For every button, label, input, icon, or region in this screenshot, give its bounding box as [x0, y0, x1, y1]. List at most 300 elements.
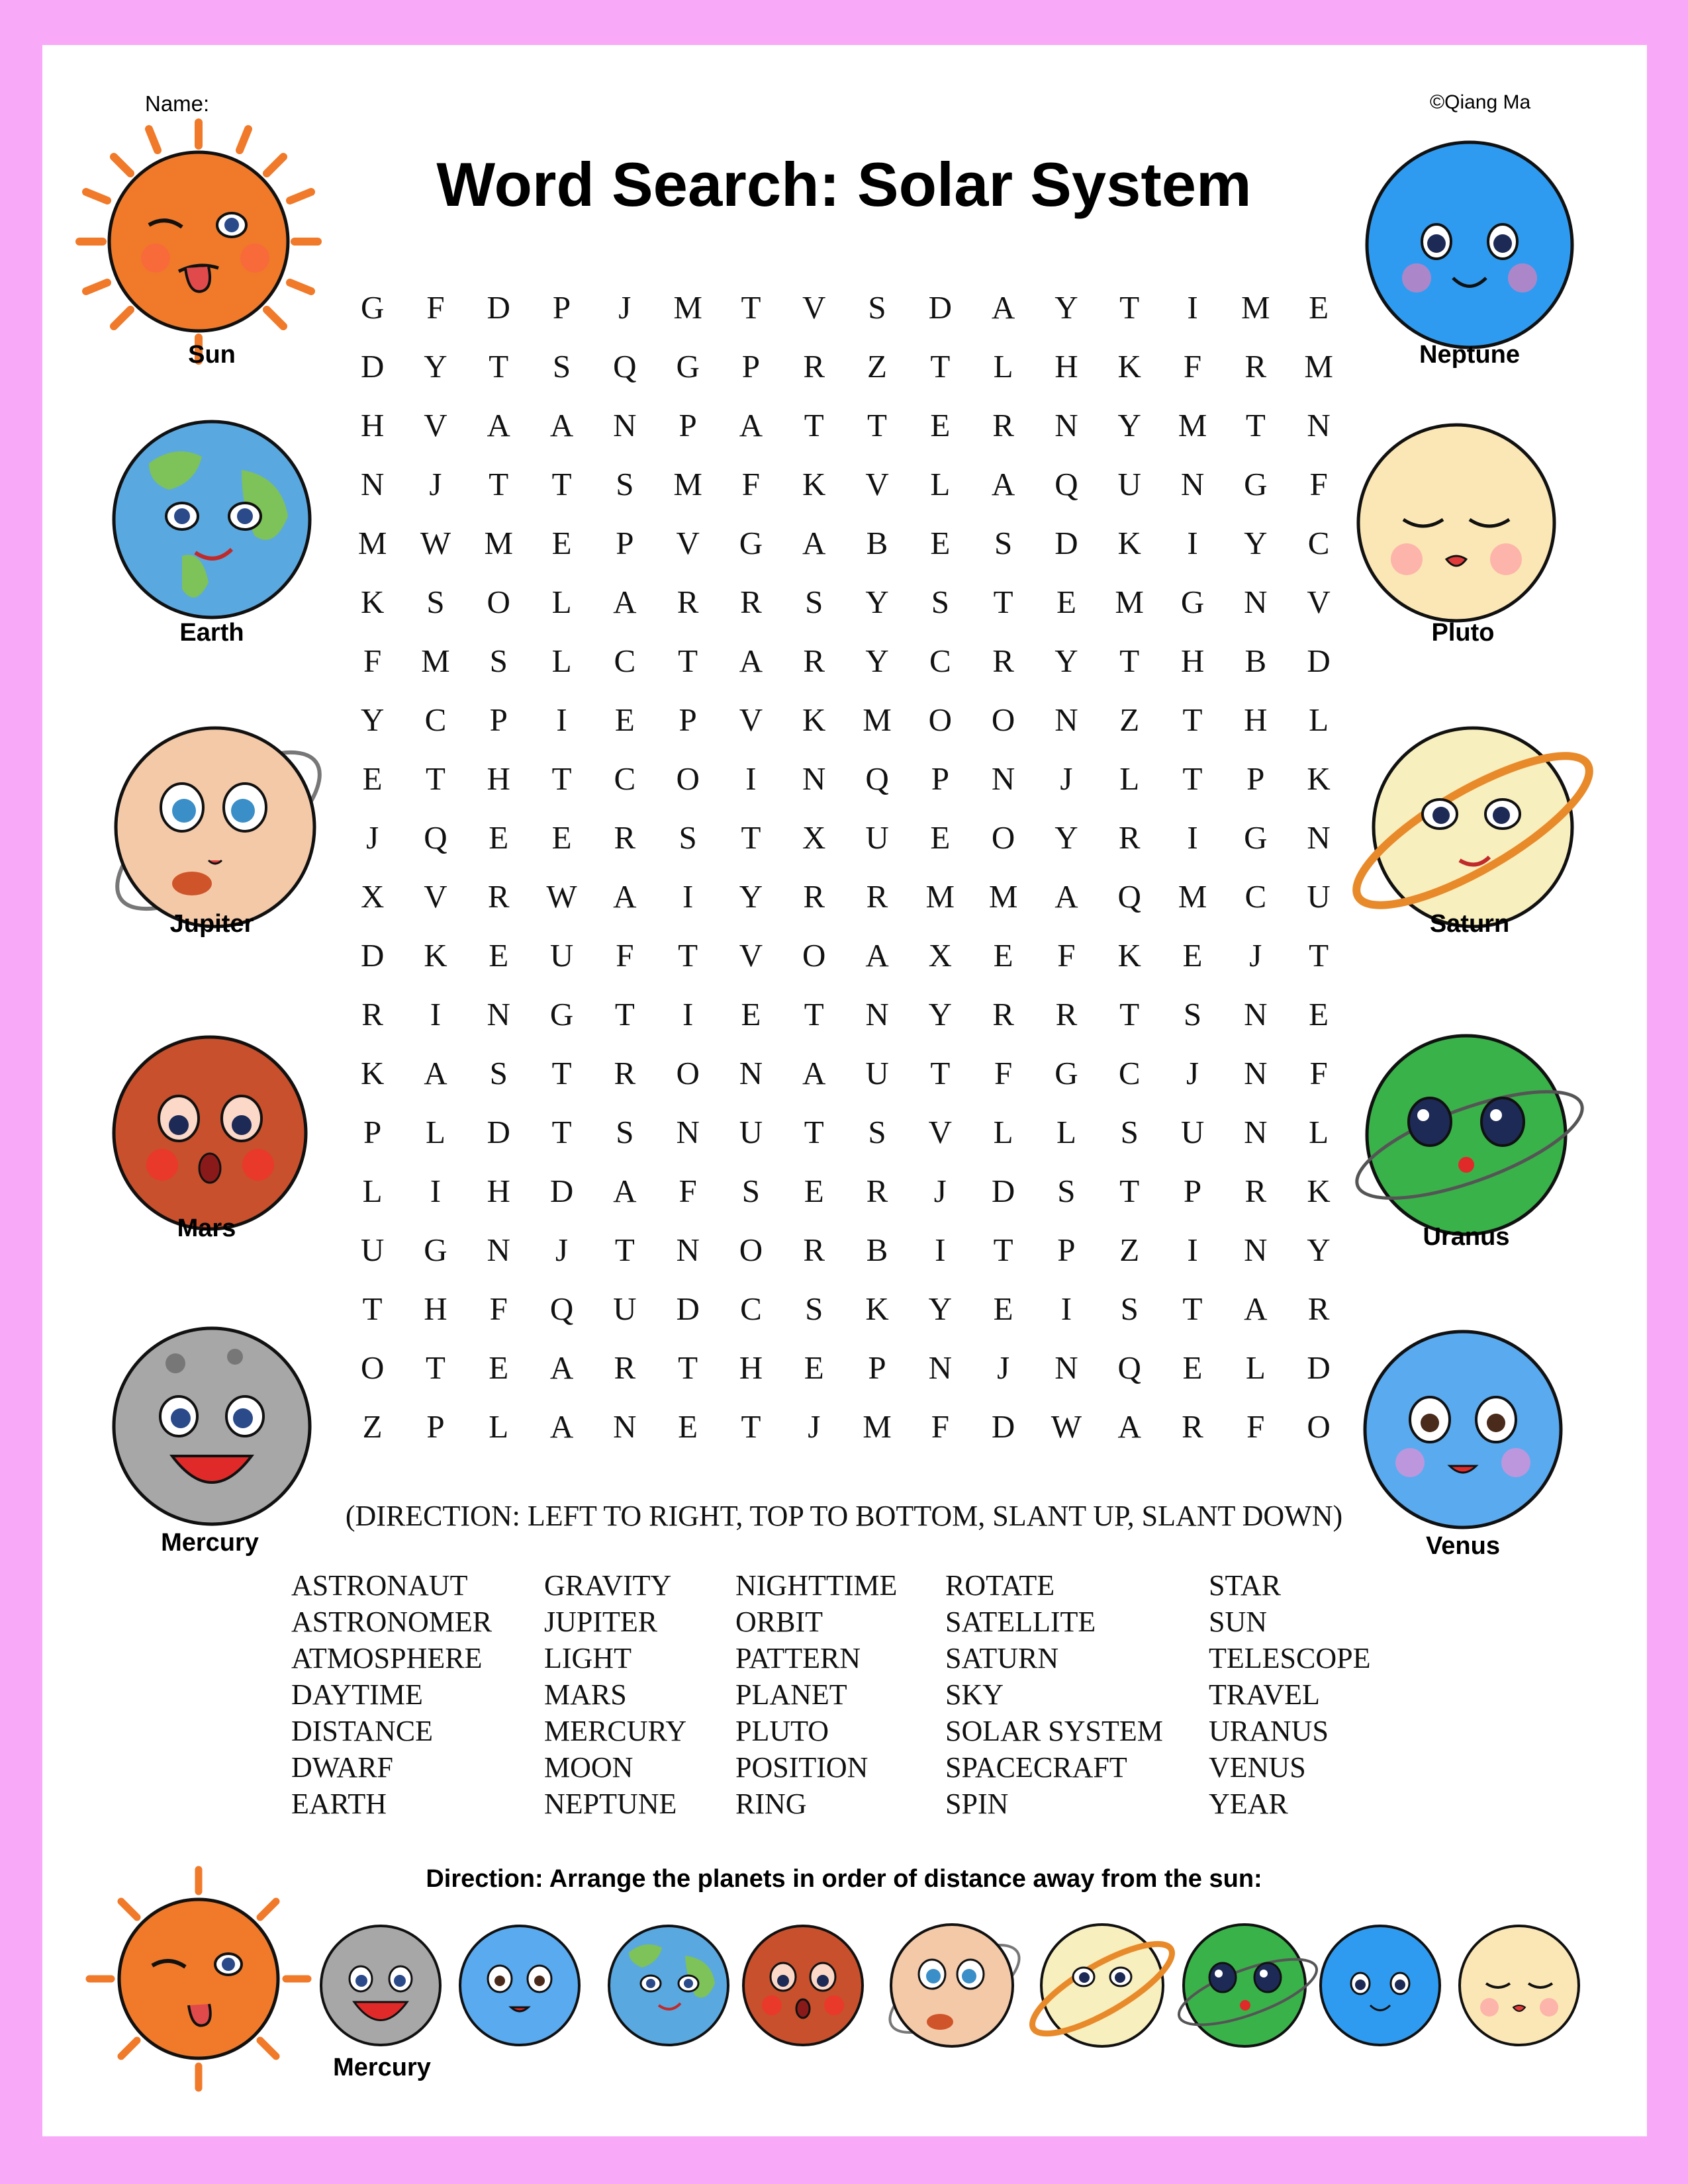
grid-letter[interactable]: Y	[739, 878, 763, 915]
grid-letter[interactable]: R	[1244, 348, 1267, 385]
grid-letter[interactable]: Q	[1117, 1349, 1141, 1386]
grid-letter[interactable]: T	[1245, 407, 1266, 443]
grid-letter[interactable]: E	[930, 407, 951, 443]
grid-letter[interactable]: J	[1186, 1055, 1199, 1091]
grid-letter[interactable]: Y	[1055, 819, 1078, 856]
grid-letter[interactable]: H	[487, 1173, 510, 1209]
grid-letter[interactable]: F	[1309, 1055, 1328, 1091]
grid-letter[interactable]: T	[362, 1291, 383, 1327]
grid-letter[interactable]: L	[489, 1408, 509, 1445]
grid-letter[interactable]: M	[1304, 348, 1333, 385]
grid-letter[interactable]: A	[991, 289, 1015, 326]
grid-letter[interactable]: D	[549, 1173, 574, 1209]
grid-letter[interactable]: T	[614, 996, 635, 1032]
grid-letter[interactable]: A	[1055, 878, 1078, 915]
grid-letter[interactable]: E	[741, 996, 761, 1032]
grid-letter[interactable]: D	[1055, 525, 1078, 561]
grid-letter[interactable]: D	[928, 289, 953, 326]
grid-letter[interactable]: Y	[928, 996, 953, 1032]
grid-letter[interactable]: H	[424, 1291, 447, 1327]
grid-letter[interactable]: N	[1307, 819, 1331, 856]
grid-letter[interactable]: F	[1309, 466, 1328, 502]
grid-letter[interactable]: S	[1057, 1173, 1076, 1209]
grid-letter[interactable]: H	[1244, 702, 1268, 738]
grid-letter[interactable]: K	[1117, 937, 1141, 974]
grid-letter[interactable]: G	[1055, 1055, 1078, 1091]
grid-letter[interactable]: I	[1060, 1291, 1072, 1327]
grid-letter[interactable]: M	[1241, 289, 1270, 326]
grid-letter[interactable]: Z	[362, 1408, 383, 1445]
grid-letter[interactable]: U	[865, 1055, 889, 1091]
grid-letter[interactable]: G	[360, 289, 385, 326]
grid-letter[interactable]: L	[1056, 1114, 1076, 1150]
grid-letter[interactable]: A	[613, 878, 637, 915]
grid-letter[interactable]: C	[1118, 1055, 1141, 1091]
grid-letter[interactable]: A	[1244, 1291, 1268, 1327]
grid-letter[interactable]: S	[868, 1114, 886, 1150]
grid-letter[interactable]: E	[678, 1408, 698, 1445]
grid-letter[interactable]: R	[361, 996, 383, 1032]
grid-letter[interactable]: L	[993, 1114, 1013, 1150]
grid-letter[interactable]: T	[678, 643, 698, 679]
grid-letter[interactable]: Q	[1117, 878, 1141, 915]
grid-letter[interactable]: G	[549, 996, 574, 1032]
grid-letter[interactable]: T	[425, 760, 445, 797]
grid-letter[interactable]: M	[1178, 407, 1207, 443]
grid-letter[interactable]: N	[739, 1055, 763, 1091]
grid-letter[interactable]: M	[421, 643, 450, 679]
grid-letter[interactable]: S	[489, 643, 508, 679]
grid-letter[interactable]: E	[1309, 996, 1329, 1032]
grid-letter[interactable]: P	[1183, 1173, 1202, 1209]
grid-letter[interactable]: E	[993, 937, 1013, 974]
grid-letter[interactable]: F	[741, 466, 761, 502]
grid-letter[interactable]: C	[614, 643, 636, 679]
grid-letter[interactable]: S	[868, 289, 886, 326]
grid-letter[interactable]: S	[489, 1055, 508, 1091]
grid-letter[interactable]: T	[678, 1349, 698, 1386]
grid-letter[interactable]: A	[802, 525, 826, 561]
grid-letter[interactable]: D	[360, 348, 385, 385]
grid-letter[interactable]: Y	[424, 348, 447, 385]
grid-letter[interactable]: T	[551, 1055, 572, 1091]
grid-letter[interactable]: U	[1307, 878, 1331, 915]
grid-letter[interactable]: N	[676, 1114, 700, 1150]
grid-letter[interactable]: T	[804, 407, 824, 443]
grid-letter[interactable]: I	[430, 996, 442, 1032]
grid-letter[interactable]: F	[1183, 348, 1202, 385]
grid-letter[interactable]: J	[1060, 760, 1073, 797]
grid-letter[interactable]: E	[489, 819, 509, 856]
grid-letter[interactable]: B	[866, 1232, 888, 1268]
grid-letter[interactable]: E	[551, 819, 572, 856]
grid-letter[interactable]: U	[1180, 1114, 1205, 1150]
grid-letter[interactable]: V	[1307, 584, 1331, 620]
grid-letter[interactable]: N	[802, 760, 826, 797]
grid-letter[interactable]: K	[1307, 760, 1331, 797]
grid-letter[interactable]: O	[991, 702, 1015, 738]
grid-letter[interactable]: H	[360, 407, 385, 443]
grid-letter[interactable]: O	[676, 760, 700, 797]
grid-letter[interactable]: T	[489, 348, 509, 385]
grid-letter[interactable]: I	[682, 996, 694, 1032]
grid-letter[interactable]: T	[551, 760, 572, 797]
grid-letter[interactable]: I	[430, 1173, 442, 1209]
grid-letter[interactable]: E	[551, 525, 572, 561]
grid-letter[interactable]: Y	[360, 702, 385, 738]
grid-letter[interactable]: R	[992, 643, 1014, 679]
grid-letter[interactable]: D	[676, 1291, 700, 1327]
grid-letter[interactable]: U	[613, 1291, 637, 1327]
grid-letter[interactable]: A	[549, 1349, 574, 1386]
grid-letter[interactable]: Q	[424, 819, 447, 856]
grid-letter[interactable]: R	[614, 1349, 636, 1386]
grid-letter[interactable]: V	[424, 878, 447, 915]
grid-letter[interactable]: C	[1244, 878, 1267, 915]
grid-letter[interactable]: N	[613, 1408, 637, 1445]
grid-letter[interactable]: U	[739, 1114, 763, 1150]
grid-letter[interactable]: R	[803, 348, 825, 385]
grid-letter[interactable]: S	[1183, 996, 1202, 1032]
grid-letter[interactable]: Z	[867, 348, 887, 385]
grid-letter[interactable]: R	[1055, 996, 1078, 1032]
grid-letter[interactable]: O	[802, 937, 826, 974]
grid-letter[interactable]: T	[741, 819, 761, 856]
grid-letter[interactable]: C	[929, 643, 951, 679]
grid-letter[interactable]: J	[933, 1173, 947, 1209]
grid-letter[interactable]: F	[489, 1291, 508, 1327]
grid-letter[interactable]: O	[676, 1055, 700, 1091]
grid-letter[interactable]: P	[741, 348, 761, 385]
grid-letter[interactable]: F	[931, 1408, 949, 1445]
grid-letter[interactable]: H	[739, 1349, 763, 1386]
grid-letter[interactable]: Q	[613, 348, 637, 385]
grid-letter[interactable]: G	[739, 525, 763, 561]
grid-letter[interactable]: S	[1120, 1114, 1139, 1150]
grid-letter[interactable]: L	[1309, 702, 1329, 738]
grid-letter[interactable]: Q	[865, 760, 889, 797]
grid-letter[interactable]: S	[805, 1291, 823, 1327]
grid-letter[interactable]: E	[1309, 289, 1329, 326]
grid-letter[interactable]: X	[360, 878, 385, 915]
grid-letter[interactable]: Y	[1117, 407, 1141, 443]
grid-letter[interactable]: T	[489, 466, 509, 502]
grid-letter[interactable]: S	[931, 584, 949, 620]
grid-letter[interactable]: N	[1244, 996, 1268, 1032]
grid-letter[interactable]: Z	[1119, 1232, 1140, 1268]
grid-letter[interactable]: A	[865, 937, 889, 974]
grid-letter[interactable]: F	[994, 1055, 1013, 1091]
grid-letter[interactable]: P	[426, 1408, 445, 1445]
grid-letter[interactable]: Y	[865, 643, 889, 679]
grid-letter[interactable]: R	[1244, 1173, 1267, 1209]
grid-letter[interactable]: D	[1307, 643, 1331, 679]
grid-letter[interactable]: L	[993, 348, 1013, 385]
grid-letter[interactable]: A	[424, 1055, 447, 1091]
grid-letter[interactable]: E	[1056, 584, 1076, 620]
grid-letter[interactable]: I	[1187, 1232, 1198, 1268]
grid-letter[interactable]: H	[1055, 348, 1078, 385]
grid-letter[interactable]: T	[1119, 643, 1140, 679]
grid-letter[interactable]: V	[424, 407, 447, 443]
grid-letter[interactable]: R	[487, 878, 510, 915]
grid-letter[interactable]: A	[991, 466, 1015, 502]
grid-letter[interactable]: N	[865, 996, 889, 1032]
grid-letter[interactable]: K	[360, 584, 385, 620]
grid-letter[interactable]: L	[425, 1114, 445, 1150]
grid-letter[interactable]: M	[673, 466, 702, 502]
grid-letter[interactable]: T	[551, 466, 572, 502]
grid-letter[interactable]: X	[928, 937, 953, 974]
grid-letter[interactable]: Y	[865, 584, 889, 620]
grid-letter[interactable]: F	[1057, 937, 1076, 974]
grid-letter[interactable]: D	[991, 1408, 1015, 1445]
grid-letter[interactable]: U	[865, 819, 889, 856]
grid-letter[interactable]: W	[1051, 1408, 1082, 1445]
grid-letter[interactable]: T	[804, 996, 824, 1032]
grid-letter[interactable]: C	[740, 1291, 762, 1327]
grid-letter[interactable]: P	[679, 407, 697, 443]
grid-letter[interactable]: V	[739, 702, 763, 738]
grid-letter[interactable]: N	[991, 760, 1015, 797]
grid-letter[interactable]: P	[616, 525, 634, 561]
grid-letter[interactable]: N	[1244, 1055, 1268, 1091]
grid-letter[interactable]: M	[484, 525, 514, 561]
grid-letter[interactable]: R	[614, 1055, 636, 1091]
grid-letter[interactable]: I	[935, 1232, 946, 1268]
grid-letter[interactable]: S	[994, 525, 1013, 561]
grid-letter[interactable]: T	[678, 937, 698, 974]
grid-letter[interactable]: G	[1244, 466, 1268, 502]
grid-letter[interactable]: U	[1117, 466, 1141, 502]
grid-letter[interactable]: J	[1249, 937, 1262, 974]
grid-letter[interactable]: U	[360, 1232, 385, 1268]
grid-letter[interactable]: T	[1182, 1291, 1203, 1327]
grid-letter[interactable]: R	[992, 407, 1014, 443]
grid-letter[interactable]: N	[1244, 1232, 1268, 1268]
grid-letter[interactable]: C	[1307, 525, 1330, 561]
grid-letter[interactable]: D	[487, 1114, 510, 1150]
grid-letter[interactable]: R	[992, 996, 1014, 1032]
grid-letter[interactable]: Y	[928, 1291, 953, 1327]
grid-letter[interactable]: A	[487, 407, 510, 443]
grid-letter[interactable]: T	[1119, 996, 1140, 1032]
grid-letter[interactable]: I	[556, 702, 567, 738]
grid-letter[interactable]: G	[1244, 819, 1268, 856]
grid-letter[interactable]: Y	[1244, 525, 1268, 561]
grid-letter[interactable]: R	[1118, 819, 1141, 856]
grid-letter[interactable]: P	[1057, 1232, 1076, 1268]
grid-letter[interactable]: V	[676, 525, 700, 561]
grid-letter[interactable]: M	[357, 525, 387, 561]
grid-letter[interactable]: K	[1117, 348, 1141, 385]
grid-letter[interactable]: P	[679, 702, 697, 738]
grid-letter[interactable]: F	[1246, 1408, 1265, 1445]
grid-letter[interactable]: M	[925, 878, 955, 915]
grid-letter[interactable]: K	[424, 937, 447, 974]
grid-letter[interactable]: S	[552, 348, 571, 385]
grid-letter[interactable]: E	[489, 937, 509, 974]
grid-letter[interactable]: J	[366, 819, 379, 856]
grid-letter[interactable]: V	[802, 289, 826, 326]
grid-letter[interactable]: O	[928, 702, 953, 738]
grid-letter[interactable]: B	[866, 525, 888, 561]
grid-letter[interactable]: M	[1178, 878, 1207, 915]
grid-letter[interactable]: F	[426, 289, 445, 326]
grid-letter[interactable]: M	[1115, 584, 1144, 620]
grid-letter[interactable]: D	[1307, 1349, 1331, 1386]
grid-letter[interactable]: J	[618, 289, 632, 326]
grid-letter[interactable]: L	[1309, 1114, 1329, 1150]
grid-letter[interactable]: N	[613, 407, 637, 443]
grid-letter[interactable]: F	[363, 643, 382, 679]
grid-letter[interactable]: S	[616, 1114, 634, 1150]
grid-letter[interactable]: Y	[1055, 643, 1078, 679]
grid-letter[interactable]: H	[487, 760, 510, 797]
grid-letter[interactable]: R	[803, 1232, 825, 1268]
grid-letter[interactable]: R	[1182, 1408, 1203, 1445]
grid-letter[interactable]: O	[991, 819, 1015, 856]
grid-letter[interactable]: T	[930, 1055, 951, 1091]
grid-letter[interactable]: T	[1182, 760, 1203, 797]
grid-letter[interactable]: C	[424, 702, 447, 738]
grid-letter[interactable]: N	[1307, 407, 1331, 443]
grid-letter[interactable]: E	[804, 1349, 824, 1386]
grid-letter[interactable]: N	[1055, 407, 1078, 443]
grid-letter[interactable]: L	[551, 643, 572, 679]
grid-letter[interactable]: Z	[1119, 702, 1140, 738]
grid-letter[interactable]: J	[555, 1232, 569, 1268]
grid-letter[interactable]: T	[1309, 937, 1329, 974]
grid-letter[interactable]: P	[1246, 760, 1265, 797]
grid-letter[interactable]: A	[1117, 1408, 1141, 1445]
grid-letter[interactable]: F	[679, 1173, 697, 1209]
grid-letter[interactable]: E	[930, 819, 951, 856]
grid-letter[interactable]: G	[1180, 584, 1205, 620]
grid-letter[interactable]: S	[741, 1173, 761, 1209]
grid-letter[interactable]: X	[802, 819, 826, 856]
grid-letter[interactable]: O	[487, 584, 510, 620]
grid-letter[interactable]: S	[1120, 1291, 1139, 1327]
grid-letter[interactable]: A	[739, 407, 763, 443]
grid-letter[interactable]: R	[803, 643, 825, 679]
grid-letter[interactable]: Q	[549, 1291, 574, 1327]
grid-letter[interactable]: N	[487, 996, 510, 1032]
grid-letter[interactable]: T	[741, 289, 761, 326]
grid-letter[interactable]: N	[1180, 466, 1205, 502]
grid-letter[interactable]: K	[802, 702, 826, 738]
grid-letter[interactable]: L	[362, 1173, 383, 1209]
grid-letter[interactable]: P	[363, 1114, 382, 1150]
grid-letter[interactable]: Y	[1055, 289, 1078, 326]
grid-letter[interactable]: I	[1187, 525, 1198, 561]
grid-letter[interactable]: D	[487, 289, 510, 326]
grid-letter[interactable]: J	[429, 466, 442, 502]
grid-letter[interactable]: E	[1182, 1349, 1203, 1386]
grid-letter[interactable]: K	[360, 1055, 385, 1091]
grid-letter[interactable]: G	[676, 348, 700, 385]
grid-letter[interactable]: E	[804, 1173, 824, 1209]
grid-letter[interactable]: E	[489, 1349, 509, 1386]
grid-letter[interactable]: M	[673, 289, 702, 326]
grid-letter[interactable]: B	[1244, 643, 1267, 679]
grid-letter[interactable]: O	[1307, 1408, 1331, 1445]
grid-letter[interactable]: T	[1119, 1173, 1140, 1209]
grid-letter[interactable]: C	[614, 760, 636, 797]
grid-letter[interactable]: R	[740, 584, 762, 620]
grid-letter[interactable]: Y	[1307, 1232, 1331, 1268]
grid-letter[interactable]: A	[739, 643, 763, 679]
grid-letter[interactable]: I	[1187, 289, 1198, 326]
grid-letter[interactable]: V	[739, 937, 763, 974]
grid-letter[interactable]: N	[928, 1349, 953, 1386]
grid-letter[interactable]: T	[1182, 702, 1203, 738]
grid-letter[interactable]: L	[551, 584, 572, 620]
grid-letter[interactable]: M	[988, 878, 1018, 915]
grid-letter[interactable]: T	[993, 584, 1013, 620]
grid-letter[interactable]: N	[1244, 1114, 1268, 1150]
grid-letter[interactable]: S	[805, 584, 823, 620]
grid-letter[interactable]: T	[804, 1114, 824, 1150]
grid-letter[interactable]: P	[489, 702, 508, 738]
grid-letter[interactable]: T	[425, 1349, 445, 1386]
grid-letter[interactable]: D	[360, 937, 385, 974]
grid-letter[interactable]: P	[868, 1349, 886, 1386]
grid-letter[interactable]: V	[928, 1114, 953, 1150]
grid-letter[interactable]: Q	[1055, 466, 1078, 502]
grid-letter[interactable]: I	[682, 878, 694, 915]
grid-letter[interactable]: P	[931, 760, 949, 797]
grid-letter[interactable]: R	[803, 878, 825, 915]
grid-letter[interactable]: R	[866, 1173, 888, 1209]
grid-letter[interactable]: K	[1117, 525, 1141, 561]
grid-letter[interactable]: R	[614, 819, 636, 856]
grid-letter[interactable]: N	[487, 1232, 510, 1268]
grid-letter[interactable]: J	[808, 1408, 821, 1445]
grid-letter[interactable]: N	[676, 1232, 700, 1268]
grid-letter[interactable]: L	[1119, 760, 1140, 797]
grid-letter[interactable]: I	[1187, 819, 1198, 856]
grid-letter[interactable]: A	[613, 1173, 637, 1209]
grid-letter[interactable]: M	[863, 1408, 892, 1445]
grid-letter[interactable]: O	[739, 1232, 763, 1268]
grid-letter[interactable]: L	[1245, 1349, 1266, 1386]
grid-letter[interactable]: F	[616, 937, 634, 974]
grid-letter[interactable]: T	[930, 348, 951, 385]
grid-letter[interactable]: K	[802, 466, 826, 502]
grid-letter[interactable]: V	[865, 466, 889, 502]
grid-letter[interactable]: E	[614, 702, 635, 738]
grid-letter[interactable]: M	[863, 702, 892, 738]
grid-letter[interactable]: K	[1307, 1173, 1331, 1209]
grid-letter[interactable]: D	[991, 1173, 1015, 1209]
grid-letter[interactable]: L	[930, 466, 951, 502]
grid-letter[interactable]: E	[1182, 937, 1203, 974]
grid-letter[interactable]: S	[679, 819, 697, 856]
grid-letter[interactable]: T	[1119, 289, 1140, 326]
grid-letter[interactable]: R	[866, 878, 888, 915]
grid-letter[interactable]: I	[745, 760, 757, 797]
grid-letter[interactable]: O	[360, 1349, 385, 1386]
grid-letter[interactable]: N	[1244, 584, 1268, 620]
grid-letter[interactable]: E	[362, 760, 383, 797]
grid-letter[interactable]: T	[614, 1232, 635, 1268]
grid-letter[interactable]: W	[546, 878, 577, 915]
grid-letter[interactable]: H	[1180, 643, 1205, 679]
grid-letter[interactable]: J	[997, 1349, 1010, 1386]
grid-letter[interactable]: R	[677, 584, 699, 620]
grid-letter[interactable]: S	[426, 584, 445, 620]
